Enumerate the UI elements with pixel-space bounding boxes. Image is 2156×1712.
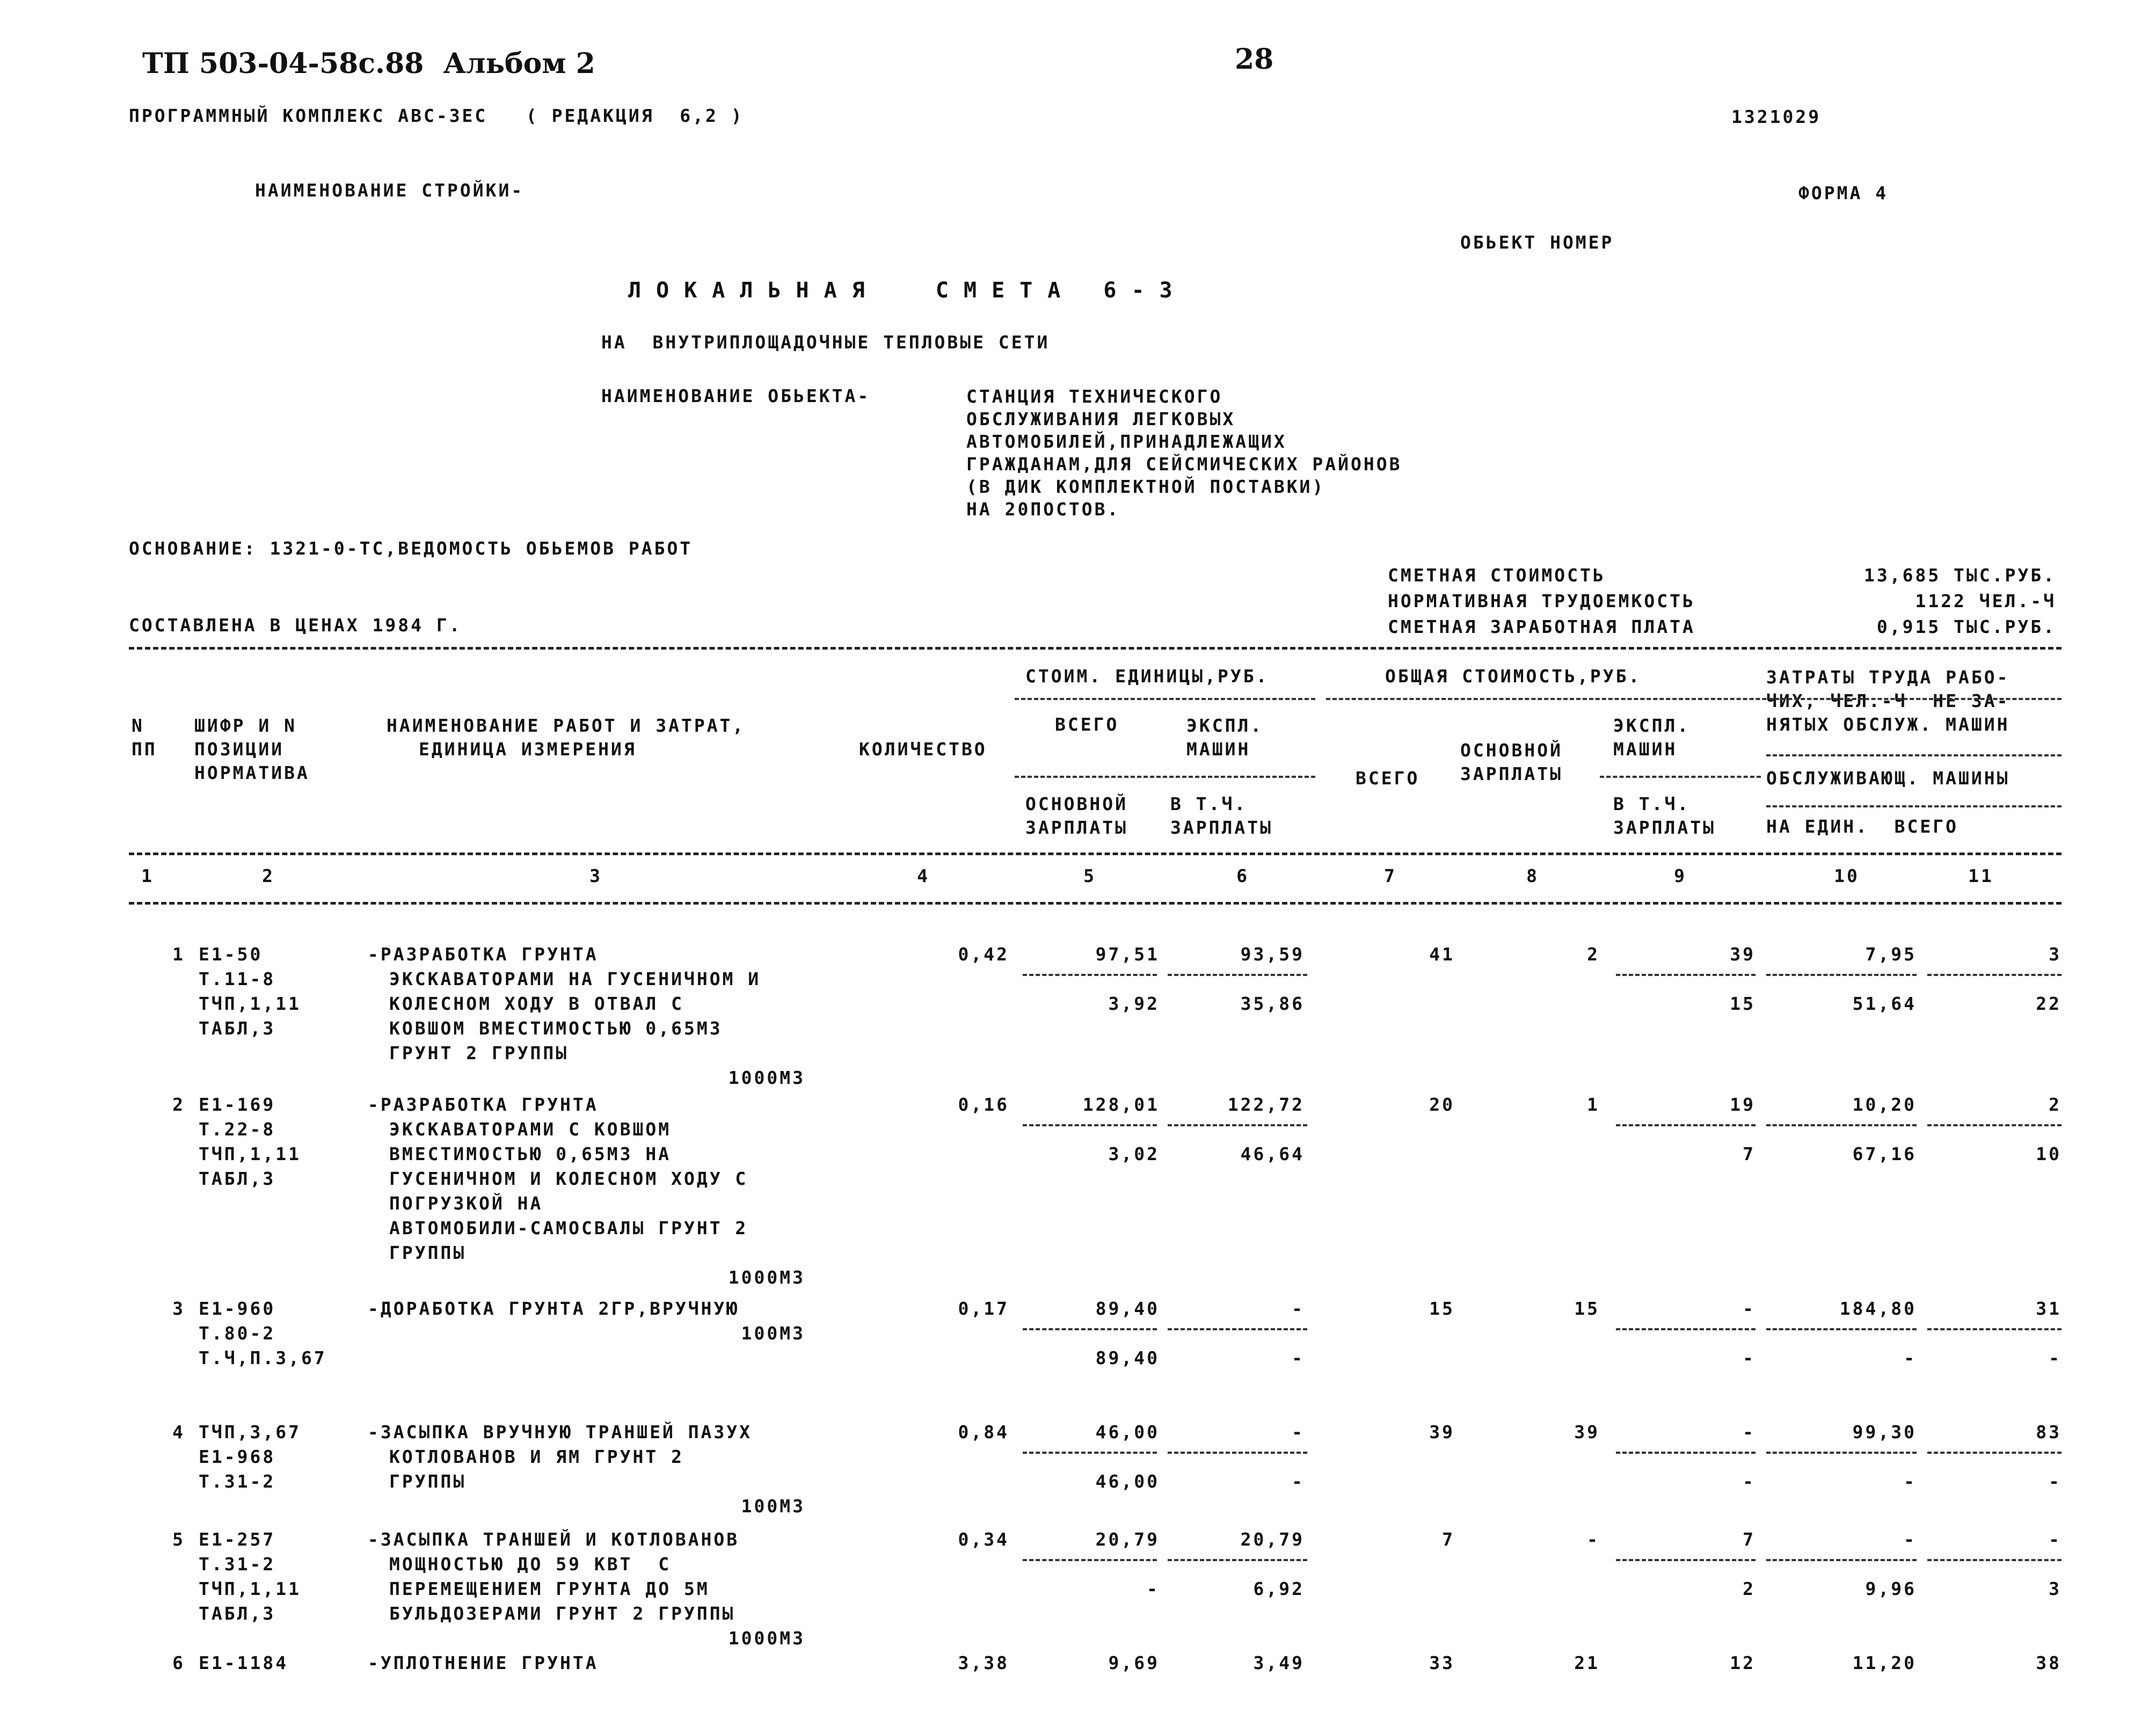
col-number: 11	[1968, 865, 1994, 886]
row-code: ТЧП,1,11	[199, 1578, 301, 1599]
row-unit: 1000М3	[728, 1267, 805, 1288]
document-code: ТП 503-04-58с.88 Альбом 2	[142, 47, 595, 80]
split-line	[1927, 1124, 2062, 1126]
row-quantity: 3,38	[958, 1652, 1009, 1673]
row-number: 5	[172, 1529, 185, 1550]
col-number: 10	[1834, 865, 1860, 886]
summary-values: 13,685 ТЫС.РУБ. 1122 ЧЕЛ.-Ч 0,915 ТЫС.РУБ.	[1863, 565, 2056, 637]
row-unit-base-wage: 46,00	[1095, 1471, 1160, 1492]
row-total: 39	[1429, 1422, 1455, 1443]
header-total-exp: ЭКСПЛ. МАШИН	[1613, 715, 1691, 760]
row-name: -РАЗРАБОТКА ГРУНТА	[368, 944, 599, 965]
row-total-base-wage: 21	[1574, 1652, 1600, 1673]
form-label: ФОРМА 4	[1798, 183, 1889, 203]
row-code: Т.31-2	[199, 1471, 276, 1492]
row-total-incl-wage: -	[1743, 1347, 1756, 1368]
row-code: Т.Ч,П.3,67	[199, 1347, 327, 1368]
row-unit-incl-wage: 6,92	[1253, 1578, 1305, 1599]
row-unit-total: 46,00	[1095, 1422, 1160, 1443]
row-total: 33	[1429, 1652, 1455, 1673]
object-number-label: ОБЬЕКТ НОМЕР	[1460, 232, 1614, 253]
estimate-subtitle: НА ВНУТРИПЛОЩАДОЧНЫЕ ТЕПЛОВЫЕ СЕТИ	[601, 332, 1050, 353]
row-labor-service-unit: -	[1904, 1471, 1917, 1492]
header-total-base-wage: ОСНОВНОЙ ЗАРПЛАТЫ	[1460, 740, 1563, 784]
split-line	[1616, 1328, 1756, 1330]
row-labor-service-total: -	[2049, 1471, 2062, 1492]
row-name: -УПЛОТНЕНИЕ ГРУНТА	[368, 1652, 599, 1673]
object-name: СТАНЦИЯ ТЕХНИЧЕСКОГО ОБСЛУЖИВАНИЯ ЛЕГКОВЫХ АВТОМОБИЛЕЙ,ПРИНАДЛЕЖАЩИХ ГРАЖДАНАМ,ДЛЯ СЕЙСМИЧЕСКИХ РАЙОНОВ (В ДИК КОМПЛЕКТНОЙ ПОСТАВКИ) НА 20ПОСТОВ.	[966, 386, 1402, 520]
row-quantity: 0,16	[958, 1094, 1009, 1115]
row-code: ТАБЛ,3	[199, 1018, 276, 1039]
row-total-incl-wage: 2	[1743, 1578, 1756, 1599]
header-unit-incl-wage: В Т.Ч. ЗАРПЛАТЫ	[1170, 793, 1273, 838]
row-quantity: 0,84	[958, 1422, 1009, 1443]
row-unit-base-wage: 3,02	[1108, 1143, 1160, 1164]
row-labor-service-total: 22	[2036, 993, 2062, 1014]
row-name: КОВШОМ ВМЕСТИМОСТЬЮ 0,65М3	[389, 1018, 723, 1039]
row-unit-total: 89,40	[1095, 1298, 1160, 1319]
program-name: ПРОГРАММНЫЙ КОМПЛЕКС АВС-ЗЕС ( РЕДАКЦИЯ 6,2 )	[129, 105, 744, 126]
row-code: Т.31-2	[199, 1554, 276, 1575]
row-total-incl-wage: 15	[1730, 993, 1756, 1014]
row-name: ПЕРЕМЕЩЕНИЕМ ГРУНТА ДО 5М	[389, 1578, 710, 1599]
construction-label: НАИМЕНОВАНИЕ СТРОЙКИ-	[255, 180, 525, 201]
row-unit-exp: 20,79	[1240, 1529, 1305, 1550]
rule-line	[1326, 698, 2062, 700]
row-unit-incl-wage: 46,64	[1240, 1143, 1305, 1164]
page-number: 28	[1235, 43, 1274, 76]
row-unit: 100М3	[741, 1496, 805, 1517]
row-name: ГУСЕНИЧНОМ И КОЛЕСНОМ ХОДУ С	[389, 1168, 748, 1189]
row-name: КОТЛОВАНОВ И ЯМ ГРУНТ 2	[389, 1446, 684, 1467]
basis-text: ОСНОВАНИЕ: 1321-0-ТС,ВЕДОМОСТЬ ОБЬЕМОВ РАБОТ	[129, 538, 693, 559]
row-unit-base-wage: -	[1147, 1578, 1160, 1599]
split-line	[1927, 974, 2062, 976]
row-labor-total: 83	[2036, 1422, 2062, 1443]
row-code: Е1-1184	[199, 1652, 289, 1673]
prices-text: СОСТАВЛЕНА В ЦЕНАХ 1984 Г.	[129, 615, 462, 636]
object-name-label: НАИМЕНОВАНИЕ ОБЬЕКТА-	[601, 385, 871, 406]
row-labor-total: 2	[2049, 1094, 2062, 1115]
row-name: МОЩНОСТЬЮ ДО 59 КВТ С	[389, 1554, 672, 1575]
header-labor-units: НА ЕДИН. ВСЕГО	[1766, 816, 1959, 837]
col-number: 2	[262, 865, 275, 886]
row-labor-total: -	[2049, 1529, 2062, 1550]
row-total-exp: 7	[1743, 1529, 1756, 1550]
split-line	[1616, 1452, 1756, 1454]
split-line	[1927, 1452, 2062, 1454]
row-labor-unit: 184,80	[1839, 1298, 1917, 1319]
split-line	[1616, 1124, 1756, 1126]
col-number: 9	[1674, 865, 1687, 886]
row-code: Е1-960	[199, 1298, 276, 1319]
split-line	[1023, 1559, 1157, 1561]
header-unit-base-wage: ОСНОВНОЙ ЗАРПЛАТЫ	[1025, 793, 1128, 838]
row-quantity: 0,42	[958, 944, 1009, 965]
header-unit-exp: ЭКСПЛ. МАШИН	[1186, 715, 1264, 760]
rule-line	[1600, 776, 1761, 778]
row-unit-incl-wage: -	[1292, 1347, 1305, 1368]
summary-labels: СМЕТНАЯ СТОИМОСТЬ НОРМАТИВНАЯ ТРУДОЕМКОСТЬ СМЕТНАЯ ЗАРАБОТНАЯ ПЛАТА	[1388, 565, 1695, 637]
row-name: ГРУНТ 2 ГРУППЫ	[389, 1043, 569, 1063]
row-code: ТАБЛ,3	[199, 1168, 276, 1189]
row-name: -ДОРАБОТКА ГРУНТА 2ГР,ВРУЧНУЮ	[368, 1298, 740, 1319]
row-unit-base-wage: 3,92	[1108, 993, 1160, 1014]
row-total-base-wage: 15	[1574, 1298, 1600, 1319]
row-name: БУЛЬДОЗЕРАМИ ГРУНТ 2 ГРУППЫ	[389, 1603, 735, 1624]
row-code: Е1-169	[199, 1094, 276, 1115]
row-unit: 1000М3	[728, 1067, 805, 1088]
split-line	[1766, 1124, 1917, 1126]
row-unit: 100М3	[741, 1323, 805, 1344]
split-line	[1023, 1452, 1157, 1454]
split-line	[1023, 974, 1157, 976]
row-unit-incl-wage: 35,86	[1240, 993, 1305, 1014]
split-line	[1168, 1124, 1307, 1126]
row-labor-unit: -	[1904, 1529, 1917, 1550]
row-unit-exp: 3,49	[1253, 1652, 1305, 1673]
rule-line	[1015, 698, 1315, 700]
row-total: 15	[1429, 1298, 1455, 1319]
row-code: ТЧП,1,11	[199, 993, 301, 1014]
row-total-exp: 39	[1730, 944, 1756, 965]
row-code: ТАБЛ,3	[199, 1603, 276, 1624]
row-total-exp: -	[1743, 1298, 1756, 1319]
col-number: 7	[1384, 865, 1397, 886]
header-col3: НАИМЕНОВАНИЕ РАБОТ И ЗАТРАТ, ЕДИНИЦА ИЗМЕРЕНИЯ	[387, 715, 746, 760]
row-name: ЭКСКАВАТОРАМИ С КОВШОМ	[389, 1119, 672, 1140]
row-unit-base-wage: 89,40	[1095, 1347, 1160, 1368]
rule-line	[1766, 805, 2062, 807]
col-number: 8	[1526, 865, 1539, 886]
split-line	[1616, 1559, 1756, 1561]
row-name: КОЛЕСНОМ ХОДУ В ОТВАЛ С	[389, 993, 684, 1014]
col-number: 6	[1236, 865, 1249, 886]
row-labor-unit: 99,30	[1852, 1422, 1917, 1443]
row-name: ГРУППЫ	[389, 1242, 467, 1263]
header-unit-total: ВСЕГО	[1055, 714, 1119, 735]
row-unit-incl-wage: -	[1292, 1471, 1305, 1492]
row-unit-total: 20,79	[1095, 1529, 1160, 1550]
row-quantity: 0,34	[958, 1529, 1009, 1550]
row-unit-exp: -	[1292, 1422, 1305, 1443]
header-labor: ЗАТРАТЫ ТРУДА РАБО- ЧИХ, ЧЕЛ.-Ч НЕ ЗА- НЯТЫХ ОБСЛУЖ. МАШИН	[1766, 667, 2010, 735]
split-line	[1616, 974, 1756, 976]
row-code: Т.80-2	[199, 1323, 276, 1344]
row-number: 3	[172, 1298, 185, 1319]
split-line	[1766, 1328, 1917, 1330]
row-total-base-wage: 1	[1587, 1094, 1600, 1115]
split-line	[1168, 1328, 1307, 1330]
row-total: 41	[1429, 944, 1455, 965]
split-line	[1766, 1559, 1917, 1561]
row-unit: 1000М3	[728, 1628, 805, 1649]
split-line	[1927, 1559, 2062, 1561]
row-labor-unit: 10,20	[1852, 1094, 1917, 1115]
split-line	[1168, 1559, 1307, 1561]
row-name: ВМЕСТИМОСТЬЮ 0,65М3 НА	[389, 1143, 672, 1164]
row-total: 20	[1429, 1094, 1455, 1115]
header-labor-service: ОБСЛУЖИВАЮЩ. МАШИНЫ	[1766, 768, 2010, 789]
row-labor-total: 38	[2036, 1652, 2062, 1673]
row-total-incl-wage: 7	[1743, 1143, 1756, 1164]
row-name: -РАЗРАБОТКА ГРУНТА	[368, 1094, 599, 1115]
row-number: 1	[172, 944, 185, 965]
row-name: ПОГРУЗКОЙ НА	[389, 1193, 543, 1214]
row-labor-service-unit: -	[1904, 1347, 1917, 1368]
row-name: -ЗАСЫПКА ТРАНШЕЙ И КОТЛОВАНОВ	[368, 1529, 740, 1550]
row-unit-exp: -	[1292, 1298, 1305, 1319]
col-number: 3	[589, 865, 602, 886]
header-total-all: ВСЕГО	[1356, 768, 1420, 789]
header-col2: ШИФР И N ПОЗИЦИИ НОРМАТИВА	[194, 715, 310, 783]
row-total-exp: 19	[1730, 1094, 1756, 1115]
row-unit-exp: 93,59	[1240, 944, 1305, 965]
row-number: 6	[172, 1652, 185, 1673]
row-total-exp: 12	[1730, 1652, 1756, 1673]
row-name: -ЗАСЫПКА ВРУЧНУЮ ТРАНШЕЙ ПАЗУХ	[368, 1422, 753, 1443]
row-code: ТЧП,1,11	[199, 1143, 301, 1164]
row-code: Т.22-8	[199, 1119, 276, 1140]
split-line	[1766, 1452, 1917, 1454]
row-number: 4	[172, 1422, 185, 1443]
row-code: ТЧП,3,67	[199, 1422, 301, 1443]
row-unit-total: 9,69	[1108, 1652, 1160, 1673]
split-line	[1168, 1452, 1307, 1454]
col-number: 1	[141, 865, 154, 886]
col-number: 5	[1083, 865, 1096, 886]
split-line	[1023, 1328, 1157, 1330]
split-line	[1023, 1124, 1157, 1126]
row-labor-unit: 7,95	[1865, 944, 1917, 965]
row-name: АВТОМОБИЛИ-САМОСВАЛЫ ГРУНТ 2	[389, 1218, 748, 1239]
rule-line	[1766, 754, 2062, 756]
row-total-base-wage: 2	[1587, 944, 1600, 965]
row-unit-total: 128,01	[1082, 1094, 1160, 1115]
row-unit-total: 97,51	[1095, 944, 1160, 965]
row-labor-total: 31	[2036, 1298, 2062, 1319]
code-number: 1321029	[1731, 106, 1822, 127]
row-code: Т.11-8	[199, 968, 276, 989]
row-labor-service-unit: 51,64	[1852, 993, 1917, 1014]
row-labor-service-unit: 9,96	[1865, 1578, 1917, 1599]
split-line	[1168, 974, 1307, 976]
row-labor-total: 3	[2049, 944, 2062, 965]
header-total-cost: ОБЩАЯ СТОИМОСТЬ,РУБ.	[1385, 666, 1642, 687]
row-name: ГРУППЫ	[389, 1471, 467, 1492]
header-total-incl-wage: В Т.Ч. ЗАРПЛАТЫ	[1613, 793, 1716, 838]
row-total-base-wage: 39	[1574, 1422, 1600, 1443]
row-code: Е1-257	[199, 1529, 276, 1550]
row-code: Е1-50	[199, 944, 263, 965]
split-line	[1766, 974, 1917, 976]
row-name: ЭКСКАВАТОРАМИ НА ГУСЕНИЧНОМ И	[389, 968, 761, 989]
row-code: Е1-968	[199, 1446, 276, 1467]
row-quantity: 0,17	[958, 1298, 1009, 1319]
row-labor-service-total: -	[2049, 1347, 2062, 1368]
rule-line	[129, 853, 2062, 855]
rule-line	[129, 902, 2062, 905]
header-col4: КОЛИЧЕСТВО	[859, 739, 987, 760]
row-labor-service-total: 3	[2049, 1578, 2062, 1599]
row-unit-exp: 122,72	[1227, 1094, 1305, 1115]
header-col1: N ПП	[132, 715, 157, 760]
row-total: 7	[1442, 1529, 1455, 1550]
row-total-incl-wage: -	[1743, 1471, 1756, 1492]
rule-line	[1015, 776, 1315, 778]
estimate-title: ЛОКАЛЬНАЯ СМЕТА 6-3	[628, 278, 1188, 303]
row-total-exp: -	[1743, 1422, 1756, 1443]
row-labor-service-total: 10	[2036, 1143, 2062, 1164]
header-unit-cost: СТОИМ. ЕДИНИЦЫ,РУБ.	[1025, 666, 1269, 687]
split-line	[1927, 1328, 2062, 1330]
row-labor-unit: 11,20	[1852, 1652, 1917, 1673]
row-labor-service-unit: 67,16	[1852, 1143, 1917, 1164]
row-total-base-wage: -	[1587, 1529, 1600, 1550]
rule-line	[129, 647, 2062, 650]
col-number: 4	[917, 865, 930, 886]
row-number: 2	[172, 1094, 185, 1115]
